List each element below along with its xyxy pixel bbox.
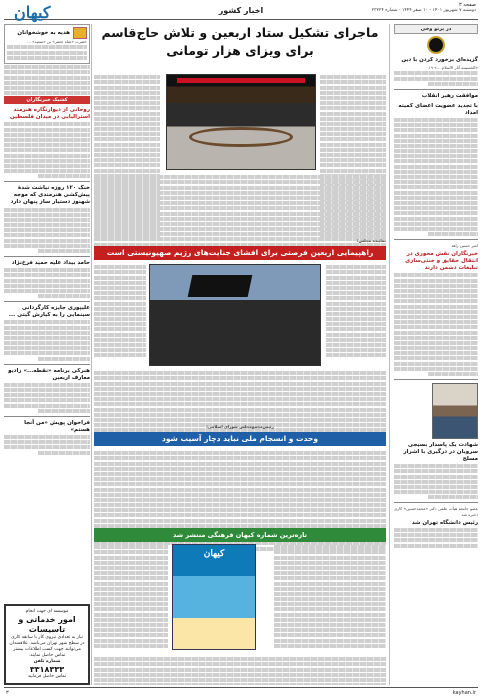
article-head-1: موافقت رهبر انقلاب (421, 92, 478, 99)
left-head-5: هنرکی برنامه «نقطه‌...» رادیو معارف اربعین (8, 367, 90, 381)
magazine-cover (172, 544, 256, 650)
headline-line-2: برای ویزای هزار تومانی (166, 43, 314, 58)
gift-box-title: هدیه به خوشخوانان (17, 29, 70, 36)
main-column (94, 24, 386, 685)
left-head-3: حامد بیداد علیه حمید فرخ‌نژاد (11, 260, 90, 267)
ad-tail: تماس حاصل فرمایید (27, 674, 67, 679)
article-head-5: رئیس دانشگاه تهران شد (411, 519, 478, 526)
article-head-1b: با تجدید عضویت اعضای کمیته امداد (398, 102, 478, 116)
ad-phone: ۳۳۱۸۳۳۳ (29, 665, 65, 674)
left-head-1: روحانی از دیوارنگاره‌ هنرمند استرالیایی در میدان فلسطین (10, 107, 90, 121)
right-column (394, 24, 478, 685)
article-head-3: شهادت یک پاسدار بسیجی سروبان در درگیری با اشرار مسلح (403, 442, 478, 463)
green-banner: تازه‌ترین شماره کیهان فرهنگی منتشر شد (94, 528, 386, 542)
gift-icon (73, 27, 87, 39)
bottom-text (94, 656, 386, 685)
red-banner: راهپیمایی اربعین فرصتی برای افشای جنایت‌های رژیم صهیونیستی است (94, 246, 386, 260)
gift-box (4, 24, 90, 64)
date-line: دوشنبه ۷ شهریور ۱۴۰۱ - ۱۰ صفر ۱۴۴۴ - شماره ۲۳۲۲۴ (371, 8, 476, 13)
ad-title: امور خدماتی و تاسیسات (18, 615, 76, 634)
blue-banner: وحدت و انسجام ملی نباید دچار آسیب شود (94, 432, 386, 446)
martyr-portrait (432, 383, 478, 439)
article-head-4: عضو جامعه‌ هیأت علمی دکتر «محمدحسین» کاری ذخیره شد (394, 506, 478, 517)
ad-small: موسسه ای جهت انجام (25, 609, 69, 614)
gift-box-text: حضرت «شاه جعفر» بن «سعید» ... (27, 39, 87, 44)
arbaeen-text (326, 264, 386, 359)
magazine-text-left (94, 544, 168, 649)
quran-box-title: در پرتو وحی (394, 24, 478, 34)
section-title: اخبار کشور (218, 6, 264, 15)
meeting-photo (166, 74, 316, 170)
newspaper-logo: کیهان (14, 3, 51, 22)
magazine-text-right (274, 544, 386, 649)
left-head-2: خنک ۱۲۰ روزه نیاشت شدهٔ پیش‌کشی هنرمندی که موجه شهنوز دستیار ساز پنهان دارد (10, 185, 90, 206)
headline-line-1: ماجرای تشکیل ستاد اربعین و تلاش حاج‌قاسم (101, 25, 379, 40)
quote-body: «الحسینیه‌ آثار الاسلام ...» ۱۹ (428, 65, 478, 70)
blue-banner-kicker: رئیس‌مجمع‌مجلس شورای اسلامی: (206, 424, 274, 429)
classified-ad (4, 604, 90, 685)
footer-site: kayhan.ir (452, 690, 476, 696)
ad-text: نیاز به تعدادی نیروی کار با سابقه کاری در سطح شهر تهران می‌باشد. علاقمندان می‌توانند جهت کسب اطلاعات بیشتر تماس حاصل نمایند. (9, 635, 85, 658)
article-head-2: خبرنگاران نقش محوری در انتقال حقایق و خنثی‌سازی تبلیغات دشمن دارند (405, 251, 478, 272)
column-divider (91, 24, 92, 685)
news-box-head: کشیک خبرنگاران (4, 96, 90, 104)
left-head-6: فراخوان پویش «من آنجا هستم» (24, 419, 90, 433)
footer-page: ۳ (6, 690, 9, 696)
arbaeen-photo (149, 264, 321, 366)
left-column (4, 24, 90, 685)
column-divider (389, 24, 390, 685)
page-footer (4, 687, 478, 697)
page-number: صفحه ۳ (459, 2, 476, 8)
emblem-icon (427, 36, 445, 54)
magazine-title: کیهان (203, 549, 225, 559)
red-banner-kicker: نماینده مجلس: (356, 238, 386, 243)
quote-title: گزیده‌ای برخورد کردن با دین (401, 57, 478, 63)
ad-phone-label: شماره تلفن (33, 659, 61, 664)
arbaeen-text-left (94, 264, 146, 359)
main-headline (94, 24, 386, 68)
page-header (4, 2, 478, 20)
left-head-4: علیپوری جایزه کارگردانی سینمایی را به کیارش گیتی ... (8, 305, 90, 319)
article-tag: امیر حسین زاهد (451, 243, 478, 249)
